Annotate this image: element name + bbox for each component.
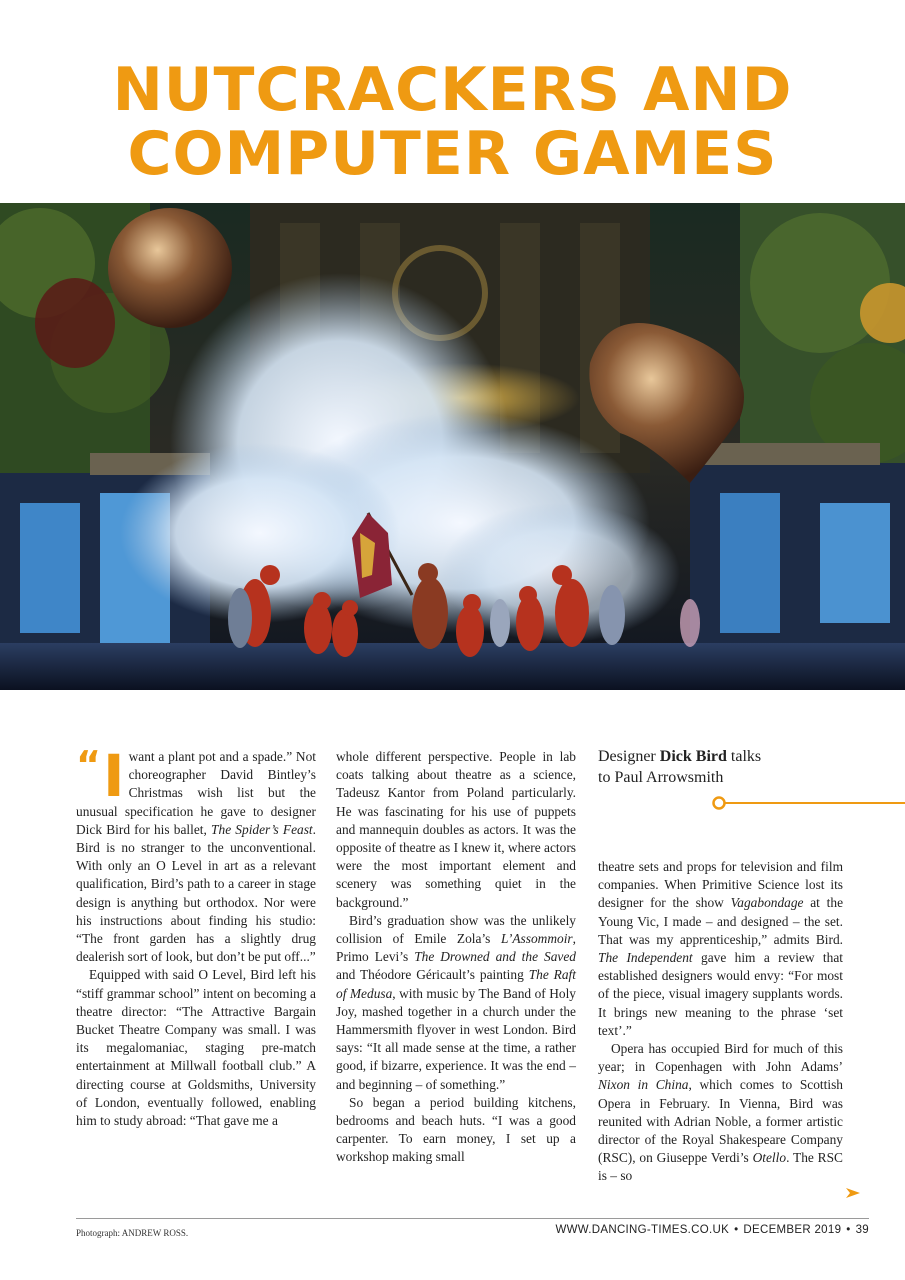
continue-arrow-icon <box>845 1187 861 1199</box>
body-paragraph: whole different perspective. People in lab coats talking about theatre as a science, Tadeusz Kantor from Poland particularly. He was fascinating for his use of puppets and mannequin doubles as actors. It was the opposite of theatre as I knew it, where actors were the most important element and scenery was something quiet in the background.” <box>336 749 576 910</box>
work-title: The Raft of Medusa <box>336 967 576 1001</box>
body-paragraph: So began a period building kitchens, bedrooms and beach huts. “I was a good carpenter. To earn money, I set up a workshop making small <box>336 1094 576 1165</box>
body-paragraph: Equipped with said O Level, Bird left his “stiff grammar school” intent on becoming a theatre director: “The Attractive Bargain Bucket Theatre Company was small. I was its megalomaniac, staging pre-match entertainment at Millwall football club.” A directing course at Goldsmiths, University of London, eventually followed, enabling him to study abroad: “That gave me a <box>76 967 316 1129</box>
drop-cap: I <box>102 742 125 810</box>
folio: WWW.DANCING-TIMES.CO.UK • DECEMBER 2019 • 39 <box>555 1224 869 1236</box>
footer-rule <box>76 1218 869 1219</box>
standfirst-rule-icon <box>712 795 905 811</box>
body-paragraph: theatre sets and props for television and film companies. When Primitive Science lost its designer for the show Vagabondage at the Young Vic, I made – and designed – the set. That was my apprenticeship,” admits Bird. The Independent gave him a review that established designers would envy: “For most of the piece, visual imagery supplants words. It brings new meaning to the phrase ‘set text’.” <box>598 859 844 1038</box>
stage-photograph <box>0 203 905 690</box>
body-paragraph: Opera has occupied Bird for much of this year; in Copenhagen with John Adams’ Nixon in China, which comes to Scottish Opera in February. In Vienna, Bird was reunited with Adrian Noble, a former artistic director of the Royal Shakespeare Company (RSC), on Giuseppe Verdi’s Otello. The RSC is – so <box>598 1041 843 1184</box>
publication-title: The Independent <box>598 950 693 966</box>
article-headline <box>0 55 905 189</box>
designer-name: Dick Bird <box>659 748 727 765</box>
work-title: Otello <box>752 1150 787 1166</box>
website-url: WWW.DANCING-TIMES.CO.UK <box>555 1224 730 1236</box>
page-number: 39 <box>855 1224 869 1236</box>
work-title: The Drowned and the Saved <box>414 949 576 965</box>
body-column-1 <box>76 742 316 1130</box>
work-title: The Spider’s Feast <box>211 821 313 837</box>
photo-credit: Photograph: ANDREW ROSS. <box>76 1228 189 1238</box>
headline-line-2: COMPUTER GAMES <box>127 119 778 189</box>
opening-quote-mark: “ <box>76 743 101 787</box>
issue-date: DECEMBER 2019 <box>743 1224 842 1236</box>
body-column-3 <box>598 858 843 1186</box>
work-title: Nixon in China <box>598 1077 689 1093</box>
body-paragraph: Bird’s graduation show was the unlikely collision of Emile Zola’s L’Assommoir, Primo Levi’s The Drowned and the Saved and Théodore Géricault’s painting The Raft of Medusa, with music by The Band of Holy Joy, mashed together in a church under the Hammersmith flyover in west London. Bird says: “It all made sense at the time, a rather good, if bizarre, experience. It was the end – and beginning – of something.” <box>336 912 576 1092</box>
work-title: Vagabondage <box>730 895 804 911</box>
body-paragraph: “ I want a plant pot and a spade.” Not choreographer David Bintley’s Christmas wish list but the unusual specification he gave to designer Dick Bird for his ballet, The Spider’s Feast. Bird is no stranger to the unconventional. With only an O Level in art as a relevant qualification, Bird’s path to a career in stage design is anything but orthodox. Nor were his instructions about finding his studio: “The front garden has a slightly drug dealerish sort of look, but don’t be put off...” <box>76 742 316 965</box>
body-column-2 <box>336 748 576 1167</box>
headline-line-1: NUTCRACKERS AND <box>112 55 793 125</box>
work-title: L’Assommoir <box>500 931 573 947</box>
standfirst: Designer Dick Bird talks to Paul Arrowsmith <box>598 748 762 786</box>
